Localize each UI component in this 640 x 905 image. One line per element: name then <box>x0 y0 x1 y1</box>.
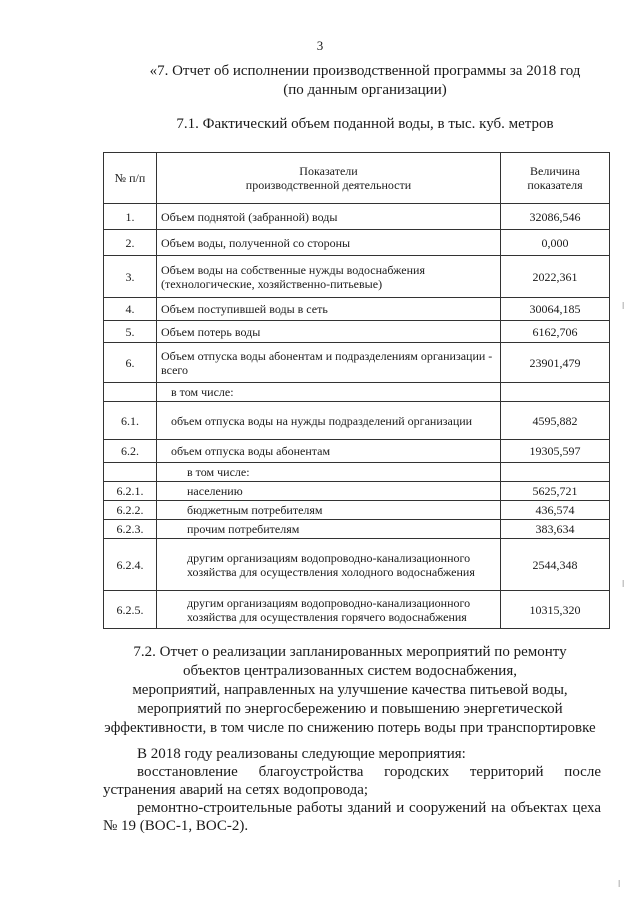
section-7-2-line-4: мероприятий по энергосбережению и повышению энергетической <box>137 701 563 717</box>
table-row <box>104 482 610 501</box>
paragraph: восстановление благоустройства городских территорий после устранения аварий на сетях водопровода; <box>103 764 601 798</box>
row-num: 3. <box>104 256 157 298</box>
row-num <box>104 463 157 482</box>
table-row <box>104 402 610 440</box>
row-num: 6.2.1. <box>104 482 157 501</box>
paragraph: В 2018 году реализованы следующие мероприятия: <box>137 746 466 762</box>
row-value: 5625,721 <box>501 482 610 501</box>
table-header-row <box>104 153 610 204</box>
table-row <box>104 501 610 520</box>
row-value: 23901,479 <box>501 343 610 383</box>
header-indicator-line-1: Показатели <box>299 164 358 178</box>
table-row <box>104 321 610 343</box>
row-num: 6.1. <box>104 402 157 440</box>
row-label: бюджетным потребителям <box>157 501 501 520</box>
water-supply-table <box>103 152 610 629</box>
report-title <box>130 62 600 100</box>
row-num <box>104 383 157 402</box>
row-label: другим организациям водопроводно-канализационного хозяйства для осуществления холодного водоснабжения <box>157 539 501 591</box>
measures-text <box>103 745 601 835</box>
row-label: Объем отпуска воды абонентам и подразделениям организации - всего <box>157 343 501 383</box>
title-line-2: (по данным организации) <box>283 82 447 98</box>
row-label: прочим потребителям <box>157 520 501 539</box>
row-value <box>501 463 610 482</box>
row-value: 2022,361 <box>501 256 610 298</box>
row-label: в том числе: <box>157 463 501 482</box>
row-label: Объем воды на собственные нужды водоснабжения (технологические, хозяйственно-питьевые) <box>157 256 501 298</box>
row-label: Объем потерь воды <box>157 321 501 343</box>
row-num: 1. <box>104 204 157 230</box>
row-num: 6.2.3. <box>104 520 157 539</box>
section-7-2-line-3: мероприятий, направленных на улучшение качества питьевой воды, <box>132 682 568 698</box>
scan-mark: ǀ <box>622 578 625 590</box>
row-value: 19305,597 <box>501 440 610 463</box>
header-num: № п/п <box>104 153 157 204</box>
row-num: 5. <box>104 321 157 343</box>
row-value: 436,574 <box>501 501 610 520</box>
row-num: 2. <box>104 230 157 256</box>
page-number: 3 <box>316 38 324 53</box>
row-label: объем отпуска воды абонентам <box>157 440 501 463</box>
row-num: 4. <box>104 298 157 321</box>
row-value: 0,000 <box>501 230 610 256</box>
row-label: Объем воды, полученной со стороны <box>157 230 501 256</box>
row-label: другим организациям водопроводно-канализационного хозяйства для осуществления горячего водоснабжения <box>157 591 501 629</box>
table-row <box>104 539 610 591</box>
table-row <box>104 230 610 256</box>
table-row <box>104 463 610 482</box>
row-num: 6.2.4. <box>104 539 157 591</box>
row-value: 2544,348 <box>501 539 610 591</box>
title-line-1: «7. Отчет об исполнении производственной программы за 2018 год <box>149 63 581 79</box>
table-row <box>104 256 610 298</box>
table-row <box>104 343 610 383</box>
row-value <box>501 383 610 402</box>
header-value <box>501 153 610 204</box>
section-7-2-line-5: эффективности, в том числе по снижению потерь воды при транспортировке <box>104 720 596 736</box>
row-value: 4595,882 <box>501 402 610 440</box>
row-num: 6. <box>104 343 157 383</box>
paragraph: ремонтно-строительные работы зданий и сооружений на объектах цеха № 19 (ВОС-1, ВОС-2). <box>103 800 601 834</box>
row-label: Объем поднятой (забранной) воды <box>157 204 501 230</box>
section-7-1-title: 7.1. Фактический объем поданной воды, в тыс. куб. метров <box>176 116 554 132</box>
row-label: Объем поступившей воды в сеть <box>157 298 501 321</box>
row-num: 6.2. <box>104 440 157 463</box>
table-row <box>104 591 610 629</box>
table-row <box>104 520 610 539</box>
row-value: 32086,546 <box>501 204 610 230</box>
section-7-2-title <box>95 643 605 738</box>
row-value: 6162,706 <box>501 321 610 343</box>
section-7-2-line-2: объектов централизованных систем водоснабжения, <box>183 663 517 679</box>
row-num: 6.2.5. <box>104 591 157 629</box>
table-row <box>104 383 610 402</box>
header-indicator <box>157 153 501 204</box>
row-label: в том числе: <box>157 383 501 402</box>
header-value-line-1: Величина <box>530 164 580 178</box>
section-7-2-line-1: 7.2. Отчет о реализации запланированных мероприятий по ремонту <box>133 644 567 660</box>
row-label: населению <box>157 482 501 501</box>
row-label: объем отпуска воды на нужды подразделений организации <box>157 402 501 440</box>
row-value: 30064,185 <box>501 298 610 321</box>
row-value: 383,634 <box>501 520 610 539</box>
table-row <box>104 440 610 463</box>
table-row <box>104 298 610 321</box>
scan-mark: ǀ <box>618 878 621 890</box>
scan-mark: ǀ <box>622 300 625 312</box>
header-indicator-line-2: производственной деятельности <box>245 178 412 192</box>
header-value-line-2: показателя <box>527 178 583 192</box>
row-value: 10315,320 <box>501 591 610 629</box>
row-num: 6.2.2. <box>104 501 157 520</box>
table-row <box>104 204 610 230</box>
